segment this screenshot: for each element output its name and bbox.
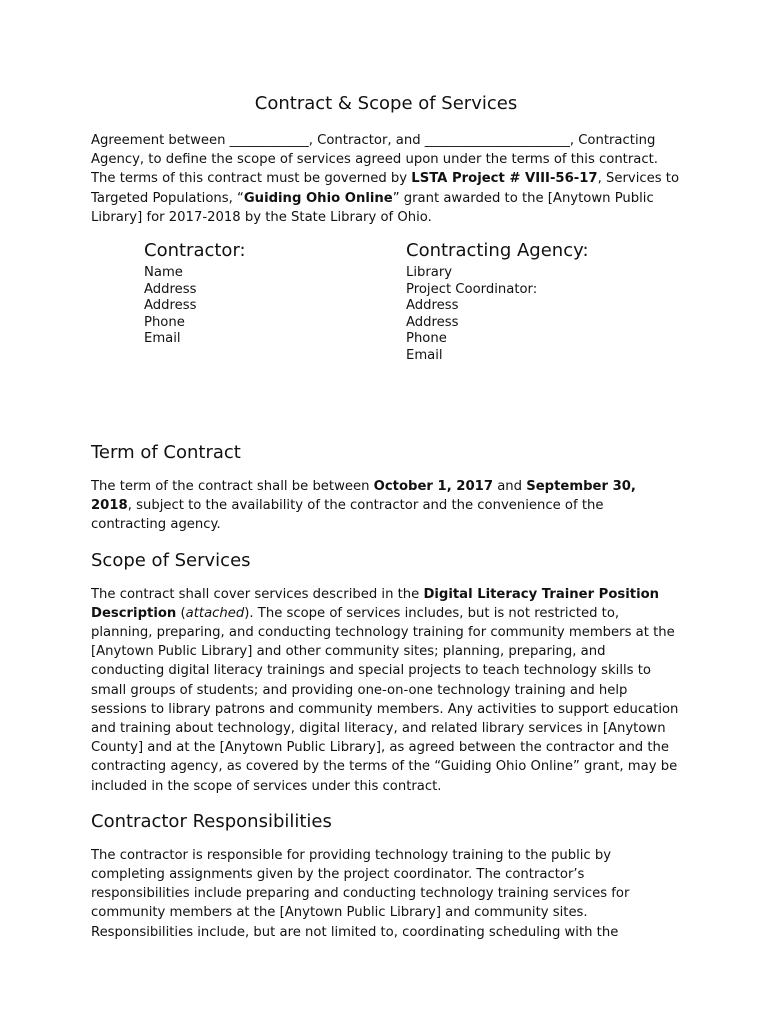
contractor-line: Name [144,265,183,281]
scope-position-description: Digital Literacy Trainer Position Description [91,586,660,621]
agency-line: Address [406,298,459,314]
intro-project-number: LSTA Project # VIII-56-17 [411,171,598,187]
contractor-line: Email [144,331,181,347]
agency-block [406,239,589,364]
responsibilities-paragraph: The contractor is responsible for providing technology training to the public by completing assignments given by the project coordinator. The contractor’s responsibilities include preparing and conducting technology training services for community members at the [Anytown Public Library] and community sites. Responsibilities include, but are not limited to, coordinating scheduling with the [91,847,630,940]
contractor-line: Address [144,281,197,297]
agency-line: Library [406,265,453,281]
scope-text-1: The contract shall cover services described in the [91,586,424,602]
term-heading: Term of Contract [91,442,241,464]
term-end-date: September 30, 2018 [91,479,636,514]
scope-text-3: ). The scope of services includes, but is not restricted to, planning, preparing, and conducting technology training for community members at the [Anytown Public Library] and other community sites; planning, preparing, and conducting digital literacy trainings and special projects to teach technology skills to small groups of students; and providing one-on-one technology training and help sessions to library patrons and community members. Any activities to support education and training about technology, digital literacy, and related library services in [Anytown County] and at the [Anytown Public Library], as agreed between the contractor and the contracting agency, as covered by the terms of the “Guiding Ohio Online” grant, may be included in the scope of services under this contract. [91,605,679,794]
scope-paragraph [91,585,681,796]
term-start-date: October 1, 2017 [373,479,494,495]
intro-grant-name: Guiding Ohio Online [243,190,393,206]
intro-text-2: , Services to Targeted Populations, “ [91,171,680,206]
scope-attached: attached [185,605,245,621]
agency-line: Email [406,347,443,363]
term-text-1: The term of the contract shall be between [91,479,374,495]
parties-block [91,239,681,399]
term-text-3: , subject to the availability of the contractor and the convenience of the contracting agency. [91,498,604,533]
agency-line: Project Coordinator: [406,281,538,297]
document-page [91,92,681,942]
term-paragraph [91,477,681,535]
contractor-block [144,239,246,348]
contractor-line: Phone [144,314,185,330]
agency-line: Phone [406,331,447,347]
intro-text-3: ” grant awarded to the [Anytown Public Library] for 2017-2018 by the State Library of Ohio. [91,190,654,225]
contractor-line: Address [144,298,197,314]
responsibilities-heading: Contractor Responsibilities [91,810,332,832]
intro-text-1: Agreement between ____________, Contractor, and ______________________, Contracting Agency, to define the scope of services agreed upon under the terms of this contract. The terms of this contract must be governed by [91,133,658,187]
term-text-2: and [493,479,527,495]
agency-line: Address [406,314,459,330]
agency-heading: Contracting Agency: [406,240,589,262]
document-title: Contract & Scope of Services [254,93,518,114]
contractor-heading: Contractor: [144,240,246,262]
intro-paragraph [91,131,681,227]
scope-text-2: ( [176,605,186,621]
scope-heading: Scope of Services [91,549,251,571]
